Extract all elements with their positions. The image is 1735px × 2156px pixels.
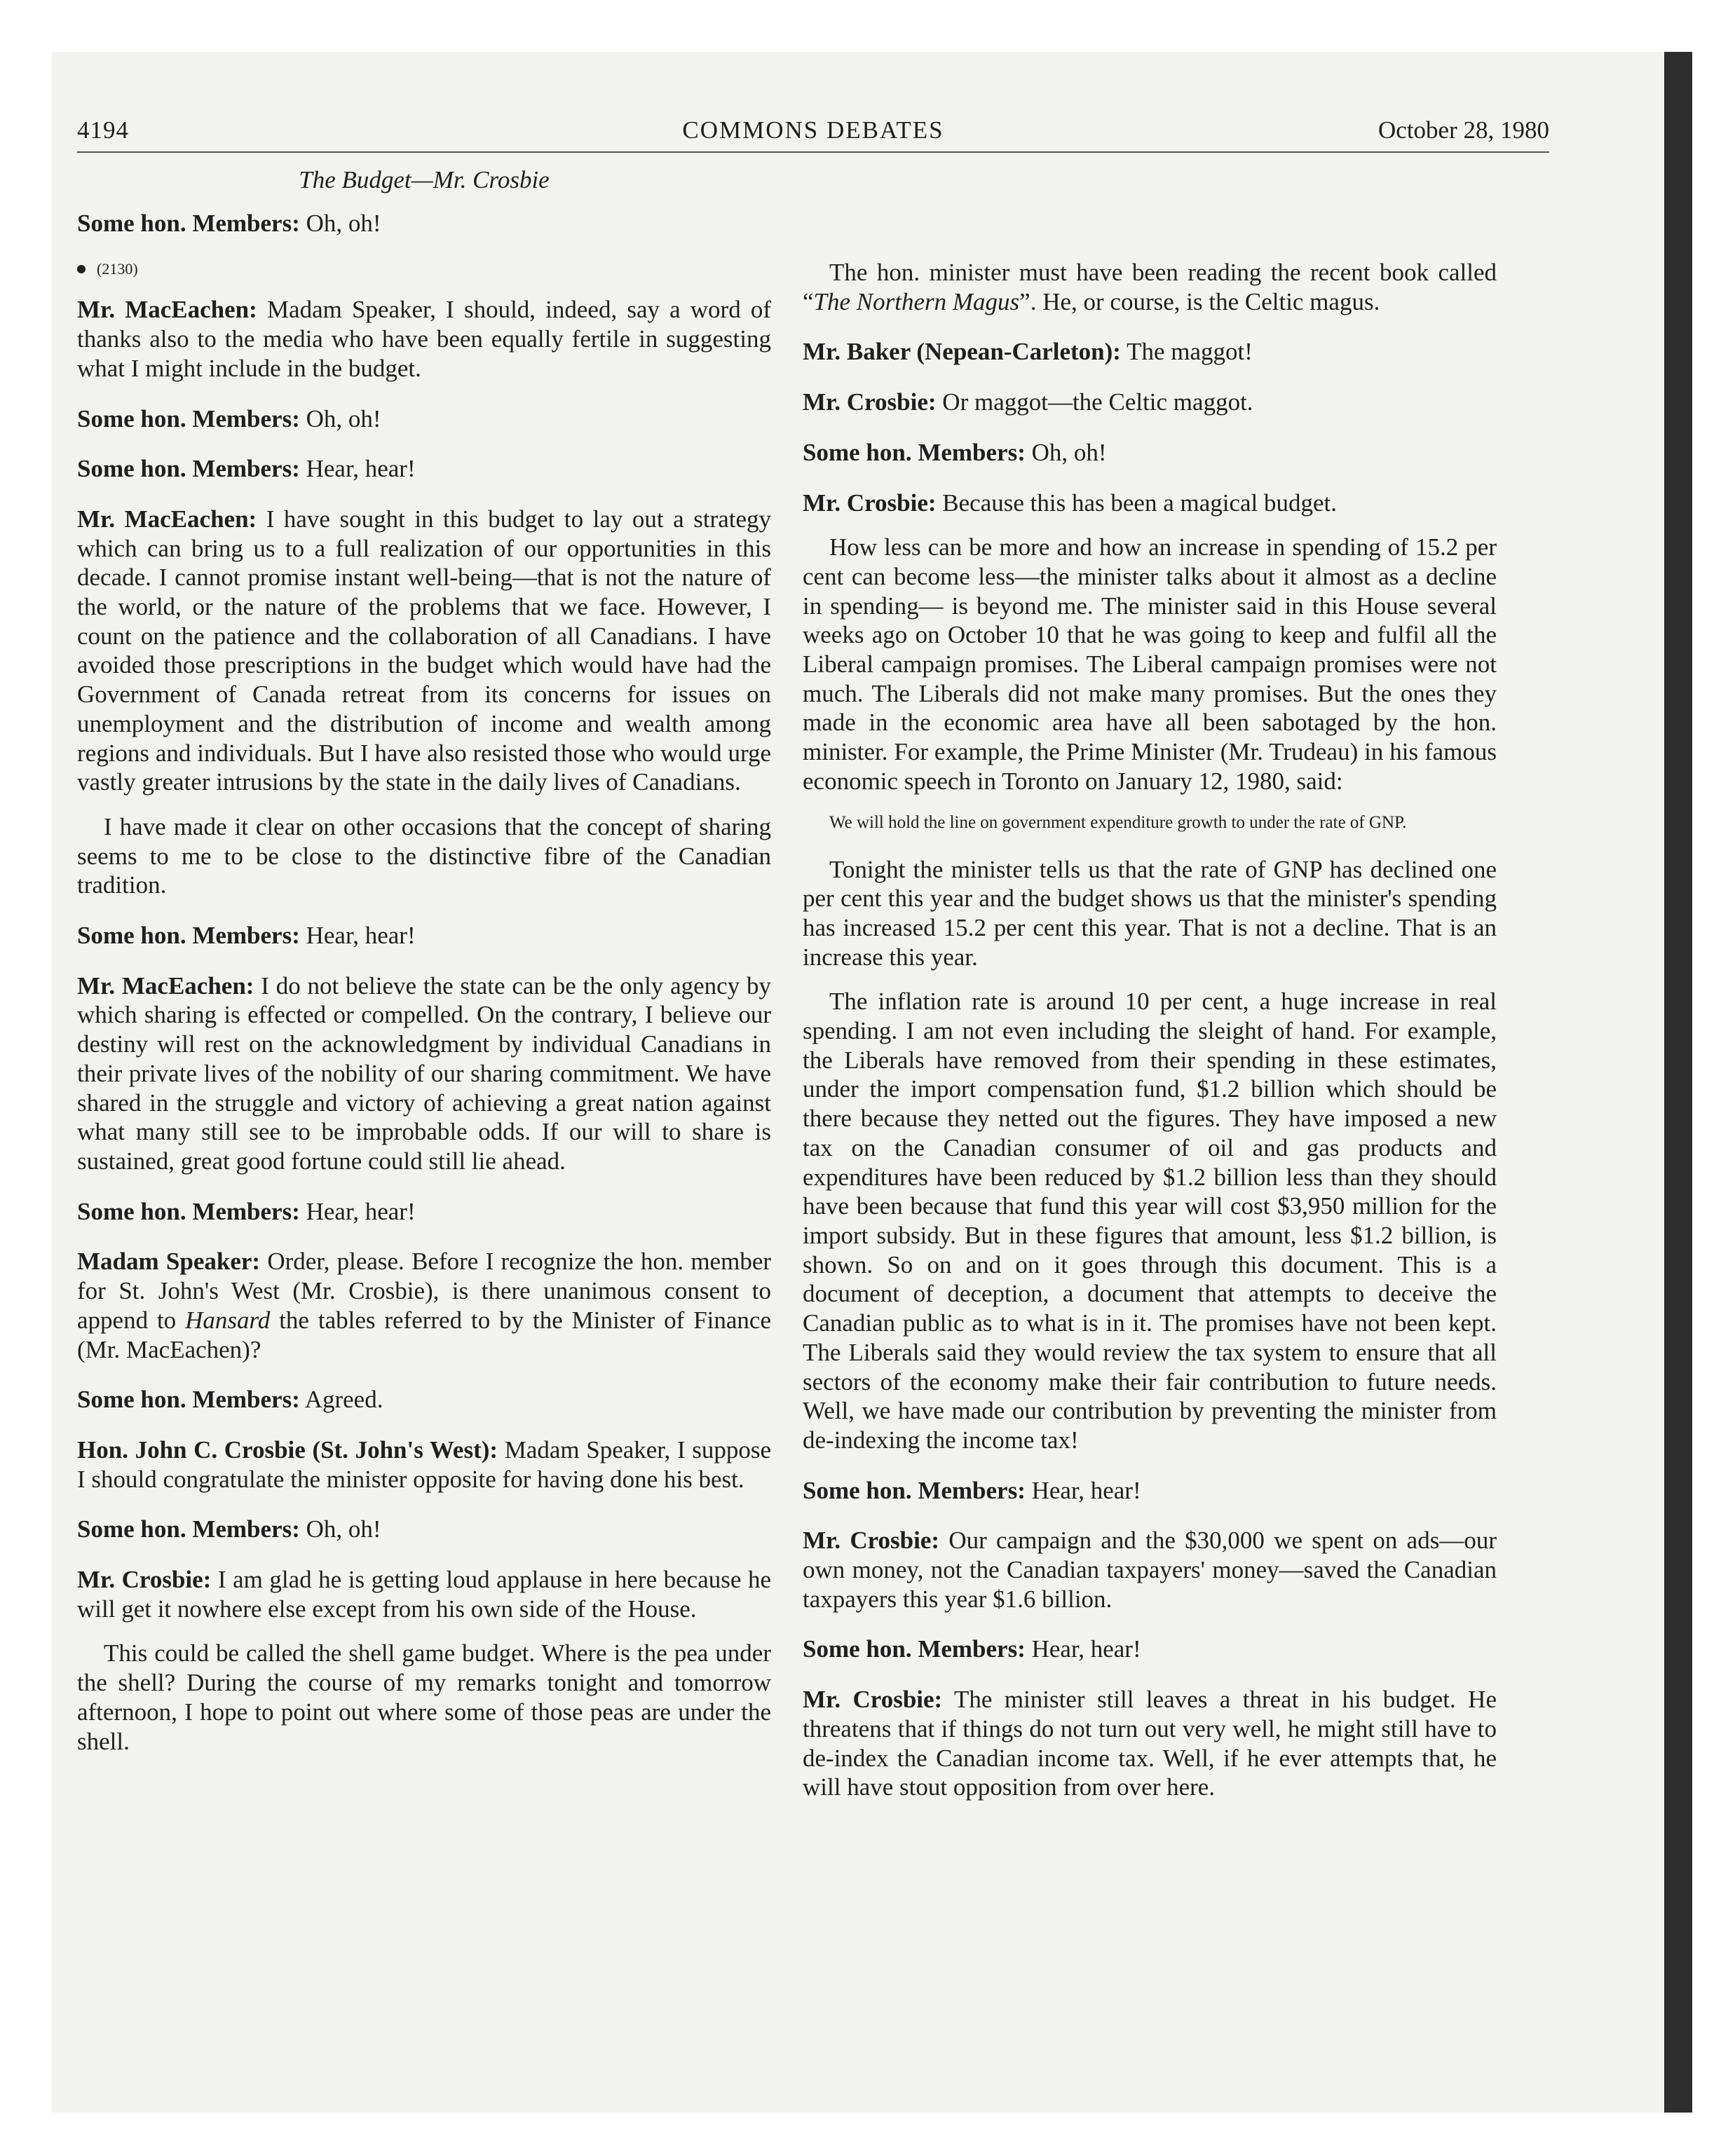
speech-text: The minister still leaves a threat in his budget. He threatens that if things do not turn out very well, he might still have to de-index the Canadian income tax. Well, if he ever attempts that, he will have stout opposition from over here. [803, 1686, 1497, 1801]
speaker-name: Some hon. Members: [77, 1515, 300, 1543]
speech-text: Agreed. [299, 1386, 383, 1414]
paragraph [803, 438, 1497, 468]
paragraph [77, 209, 771, 238]
paragraph [77, 971, 771, 1176]
speech-text: the tables referred to by the Minister of Finance (Mr. MacEachen)? [77, 1306, 771, 1363]
speech-text: The maggot! [1120, 338, 1253, 366]
speaker-name: Madam Speaker: [77, 1248, 261, 1276]
right-column [803, 258, 1497, 1817]
page-header [77, 115, 1549, 153]
left-column [77, 165, 771, 1771]
publication-title: COMMONS DEBATES [682, 116, 944, 144]
speech-text: Madam Speaker, I should, indeed, say a word of thanks also to the media who have been equally fertile in suggesting what I might include in the budget. [77, 296, 771, 382]
paragraph [77, 1515, 771, 1544]
speaker-name: Some hon. Members: [803, 438, 1026, 466]
speaker-name: Mr. MacEachen: [77, 296, 257, 324]
speaker-name: Some hon. Members: [77, 922, 300, 950]
speech-text: I have sought in this budget to lay out a strategy which can bring us to a full realization of our opportunities in this decade. I cannot promise instant well-being—that is not the nature of the world, or the nature of the problems that we face. However, I count on the patience and the collaboration of all Canadians. I have avoided those prescriptions in the budget which would have had the Government of Canada retreat from its concerns for issues on unemployment and the distribution of income and wealth among regions and individuals. But I have also resisted those who would urge vastly greater intrusions by the state in the daily lives of Canadians. [77, 505, 772, 796]
speaker-name: Some hon. Members: [77, 1386, 300, 1414]
speech-text: Oh, oh! [299, 404, 381, 432]
paragraph: The inflation rate is around 10 per cent, a huge increase in real spending. I am not even including the sleight of hand. For example, the Liberals have removed from their spending in these estimates, under the import compensation fund, $1.2 billion which should be there because they netted out the figures. They have imposed a new tax on the Canadian consumer of oil and gas products and expenditures have been reduced by $1.2 billion less than they should have been because that fund this year will cost $3,950 million for the import subsidy. But in these figures that amount, less $1.2 billion, is shown. So on and on it goes through this document. This is a document of deception, a document that attempts to deceive the Canadian public as to what is in it. The promises have not been kept. The Liberals said they would review the tax system to ensure that all sectors of the economy make their fair contribution to future needs. Well, we have made our contribution by preventing the minister from de-indexing the income tax! [803, 988, 1497, 1454]
paragraph [77, 1197, 771, 1227]
speech-text: Order, please. Before I recognize the hon. member for St. John's West (Mr. Crosbie), is there unanimous consent to append to [77, 1248, 772, 1334]
page-number: 4194 [77, 116, 129, 144]
speech-text: Hear, hear! [299, 455, 416, 483]
paragraph [77, 1565, 771, 1623]
paragraph [77, 404, 771, 434]
paragraph: Tonight the minister tells us that the rate of GNP has declined one per cent this year and the budget shows us that the minister's spending has increased 15.2 per cent this year. That is not a decline. That is an increase this year. [803, 855, 1497, 971]
speaker-name: Some hon. Members: [77, 404, 300, 432]
paragraph [803, 489, 1497, 518]
speech-text: I am glad he is getting loud applause in here because he will get it nowhere else except from his own side of the House. [77, 1566, 771, 1623]
speaker-name: Mr. Baker (Nepean-Carleton): [803, 338, 1121, 366]
paragraph [77, 1435, 771, 1494]
speech-text: Oh, oh! [1025, 438, 1107, 466]
paragraph [77, 295, 771, 383]
paragraph: I have made it clear on other occasions that the concept of sharing seems to me to be close to the distinctive fibre of the Canadian tradition. [77, 812, 771, 899]
paragraph: This could be called the shell game budget. Where is the pea under the shell? During the course of my remarks tonight and tomorrow afternoon, I hope to point out where some of those peas are under the shell. [77, 1639, 771, 1755]
timestamp-marker [77, 259, 771, 280]
paragraph [803, 1526, 1497, 1613]
speech-text: Hear, hear! [1025, 1476, 1141, 1504]
speaker-name: Some hon. Members: [803, 1476, 1026, 1504]
scan-edge-bar [1664, 52, 1692, 2113]
speaker-name: Some hon. Members: [803, 1635, 1026, 1663]
speaker-name: Hon. John C. Crosbie (St. John's West): [77, 1435, 498, 1464]
timestamp-text: (2130) [97, 260, 138, 278]
speaker-name: Mr. Crosbie: [803, 1686, 943, 1714]
speaker-name: Some hon. Members: [77, 1197, 300, 1225]
paragraph [77, 1385, 771, 1414]
speaker-name: Mr. MacEachen: [77, 971, 254, 999]
page-date: October 28, 1980 [1378, 116, 1549, 144]
block-quote: We will hold the line on government expenditure growth to under the rate of GNP. [829, 812, 1407, 832]
paragraph [803, 1476, 1497, 1506]
speech-text: Or maggot—the Celtic maggot. [936, 388, 1253, 416]
speech-text: Hear, hear! [299, 1197, 416, 1225]
speech-text: I do not believe the state can be the only agency by which sharing is effected or compelled. On the contrary, I believe our destiny will rest on the acknowledgment by individual Canadians in their private lives of the nobility of our sharing commitment. We have shared in the struggle and victory of achieving a great nation against what many still see to be improbable odds. If our will to share is sustained, great good fortune could still lie ahead. [77, 971, 771, 1175]
paragraph [77, 454, 771, 484]
speaker-name: Mr. Crosbie: [803, 489, 937, 517]
paragraph [77, 921, 771, 950]
speaker-name: Mr. MacEachen: [77, 505, 257, 533]
speech-text: Oh, oh! [299, 209, 381, 237]
speaker-name: Mr. Crosbie: [803, 1527, 940, 1555]
speaker-name: Some hon. Members: [77, 209, 300, 237]
paragraph [803, 258, 1497, 316]
speech-text: Madam Speaker, I suppose I should congratulate the minister opposite for having done his best. [77, 1435, 771, 1493]
paragraph [803, 337, 1497, 367]
paragraph: How less can be more and how an increase in spending of 15.2 per cent can become less—the minister talks about it almost as a decline in spending— is beyond me. The minister said in this House several weeks ago on October 10 that he was going to keep and fulfil all the Liberal campaign promises. The Liberal campaign promises were not much. The Liberals did not make many promises. But the ones they made in the economic area have all been sabotaged by the hon. minister. For example, the Prime Minister (Mr. Trudeau) in his famous economic speech in Toronto on January 12, 1980, said: [803, 533, 1497, 795]
speech-text: Our campaign and the $30,000 we spent on ads—our own money, not the Canadian taxpayers' money—saved the Canadian taxpayers this year $1.6 billion. [803, 1527, 1497, 1613]
speech-text: The hon. minister must have been reading the recent book called “ [803, 259, 1497, 315]
section-subheading: The Budget—Mr. Crosbie [299, 166, 550, 193]
paragraph [77, 505, 771, 797]
speech-text: Hear, hear! [299, 922, 416, 950]
speech-text: Hear, hear! [1025, 1635, 1141, 1663]
italic-title: The Northern Magus [813, 287, 1020, 315]
paragraph [803, 388, 1497, 417]
speech-text: ”. He, or course, is the Celtic magus. [1019, 287, 1380, 315]
speaker-name: Mr. Crosbie: [77, 1566, 212, 1594]
speech-text: Oh, oh! [299, 1515, 381, 1543]
bullet-icon [77, 265, 86, 273]
speaker-name: Some hon. Members: [77, 455, 300, 483]
paragraph [77, 1247, 771, 1364]
paragraph [803, 1685, 1497, 1802]
italic-title: Hansard [185, 1306, 271, 1334]
speaker-name: Mr. Crosbie: [803, 388, 937, 416]
speech-text: Because this has been a magical budget. [936, 489, 1338, 517]
paragraph [803, 1635, 1497, 1664]
